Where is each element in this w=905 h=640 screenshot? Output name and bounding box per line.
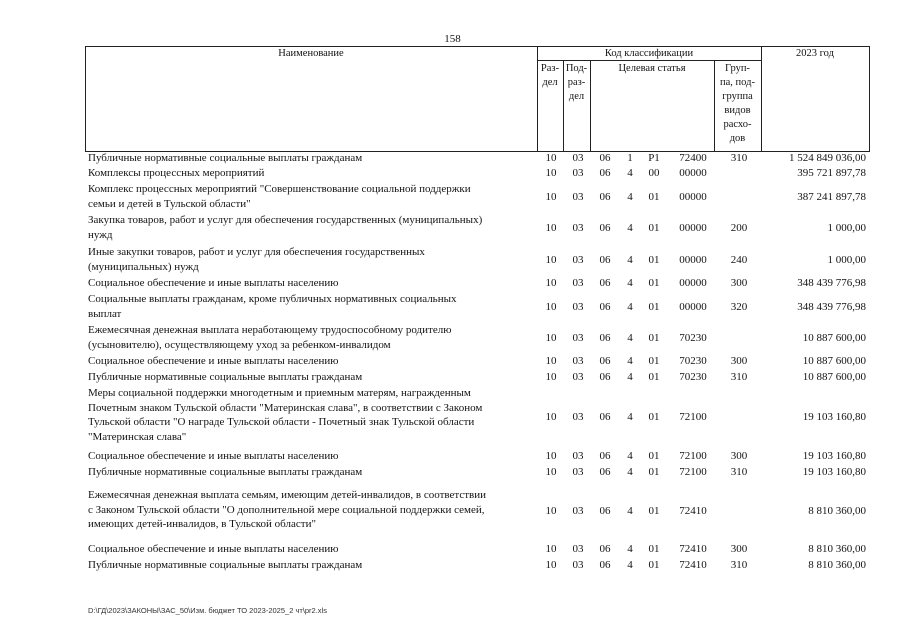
row-amount: 1 000,00 bbox=[827, 222, 866, 235]
row-name bbox=[88, 276, 543, 291]
row-code-t4: 72100 bbox=[679, 450, 707, 463]
row-code-t2: 4 bbox=[627, 167, 633, 180]
row-code-t1: 06 bbox=[599, 331, 611, 344]
row-code-vr: 320 bbox=[730, 300, 748, 313]
table-row bbox=[85, 449, 870, 464]
row-amount: 1 524 849 036,00 bbox=[789, 152, 866, 164]
row-code-pr: 03 bbox=[572, 277, 584, 290]
row-code-pr: 03 bbox=[572, 466, 584, 479]
page-number: 158 bbox=[444, 33, 461, 45]
row-name-line: Закупка товаров, работ и услуг для обеспечения государственных (муниципальных) bbox=[88, 214, 483, 226]
row-code-t3: P1 bbox=[648, 152, 660, 165]
row-code-pr: 03 bbox=[572, 152, 584, 165]
row-code-t2: 4 bbox=[627, 300, 633, 313]
row-code-t4: 72400 bbox=[679, 152, 707, 165]
row-code-t1: 06 bbox=[599, 277, 611, 290]
row-code-rz: 10 bbox=[545, 466, 557, 479]
row-code-t2: 4 bbox=[627, 410, 633, 423]
row-name-line: Комплекс процессных мероприятий "Совершенствование социальной поддержки bbox=[88, 183, 471, 195]
row-code-t3: 01 bbox=[648, 450, 660, 463]
row-name-line: Публичные нормативные социальные выплаты гражданам bbox=[88, 466, 363, 478]
header-podrazdel: Под- раз- дел bbox=[565, 63, 588, 102]
row-code-t2: 4 bbox=[627, 559, 633, 572]
row-code-t2: 4 bbox=[627, 355, 633, 368]
row-amount: 8 810 360,00 bbox=[808, 504, 866, 517]
row-code-t3: 01 bbox=[648, 466, 660, 479]
row-name-line: Социальное обеспечение и иные выплаты населению bbox=[88, 277, 339, 289]
row-code-vr: 310 bbox=[730, 559, 748, 572]
row-code-rz: 10 bbox=[545, 559, 557, 572]
row-code-t2: 4 bbox=[627, 504, 633, 517]
row-code-t3: 00 bbox=[648, 167, 660, 180]
row-name-line: Публичные нормативные социальные выплаты гражданам bbox=[88, 559, 363, 571]
footer-file-path: D:\ГД\2023\ЗАКОНЫ\ЗАС_50\Изм. бюджет ТО 2023-2025_2 чт\pr2.xls bbox=[88, 606, 327, 615]
row-code-t1: 06 bbox=[599, 450, 611, 463]
row-name-line: Ежемесячная денежная выплата семьям, имеющим детей-инвалидов, в соответствии bbox=[88, 489, 486, 501]
row-code-pr: 03 bbox=[572, 504, 584, 517]
row-name-line: Социальное обеспечение и иные выплаты населению bbox=[88, 450, 339, 462]
header-group: Груп- па, под- группа видов расхо- дов bbox=[720, 63, 755, 144]
row-code-rz: 10 bbox=[545, 371, 557, 384]
row-code-t1: 06 bbox=[599, 190, 611, 203]
row-code-pr: 03 bbox=[572, 300, 584, 313]
row-code-t3: 01 bbox=[648, 371, 660, 384]
row-name-line: Меры социальной поддержки многодетным и приемным матерям, награжденным bbox=[88, 387, 471, 399]
row-amount: 348 439 776,98 bbox=[797, 277, 866, 289]
row-amount: 19 103 160,80 bbox=[802, 466, 866, 478]
row-name-line: Публичные нормативные социальные выплаты гражданам bbox=[88, 152, 363, 164]
header-year: 2023 год bbox=[796, 48, 834, 59]
row-amount: 395 721 897,78 bbox=[797, 167, 866, 179]
row-name-line: Ежемесячная денежная выплата неработающему трудоспособному родителю bbox=[88, 324, 452, 336]
row-name-line: имеющих детей-инвалидов, в Тульской области" bbox=[88, 518, 316, 530]
row-code-t1: 06 bbox=[599, 543, 611, 556]
row-code-t4: 00000 bbox=[679, 222, 707, 235]
row-code-vr: 300 bbox=[730, 543, 748, 556]
row-code-pr: 03 bbox=[572, 355, 584, 368]
row-code-t3: 01 bbox=[648, 504, 660, 517]
row-code-t3: 01 bbox=[648, 190, 660, 203]
row-code-t2: 4 bbox=[627, 466, 633, 479]
row-name bbox=[88, 182, 543, 211]
row-code-pr: 03 bbox=[572, 371, 584, 384]
table-row bbox=[85, 292, 870, 322]
row-amount: 348 439 776,98 bbox=[797, 300, 866, 313]
row-code-vr: 200 bbox=[730, 222, 748, 235]
row-name bbox=[88, 558, 543, 573]
row-name-line: (усыновителю), осуществляющему уход за ребенком-инвалидом bbox=[88, 338, 391, 351]
row-code-vr: 310 bbox=[730, 152, 748, 165]
row-code-t3: 01 bbox=[648, 253, 660, 266]
row-code-rz: 10 bbox=[545, 450, 557, 463]
row-code-t2: 4 bbox=[627, 190, 633, 203]
row-code-t4: 00000 bbox=[679, 300, 707, 313]
row-name-line: с Законом Тульской области "О дополнительной мере социальной поддержки семей, bbox=[88, 503, 485, 516]
row-amount: 10 887 600,00 bbox=[802, 331, 866, 344]
row-code-t1: 06 bbox=[599, 371, 611, 384]
row-name bbox=[88, 488, 543, 532]
row-code-t3: 01 bbox=[648, 331, 660, 344]
row-code-t4: 00000 bbox=[679, 253, 707, 266]
row-name-line: Социальное обеспечение и иные выплаты населению bbox=[88, 355, 339, 367]
table-row bbox=[85, 370, 870, 385]
table-row bbox=[85, 542, 870, 557]
row-code-t2: 4 bbox=[627, 253, 633, 266]
row-code-t1: 06 bbox=[599, 466, 611, 479]
row-code-t3: 01 bbox=[648, 300, 660, 313]
row-code-pr: 03 bbox=[572, 559, 584, 572]
row-code-pr: 03 bbox=[572, 543, 584, 556]
row-code-pr: 03 bbox=[572, 190, 584, 203]
row-code-rz: 10 bbox=[545, 355, 557, 368]
row-code-rz: 10 bbox=[545, 152, 557, 165]
row-code-pr: 03 bbox=[572, 253, 584, 266]
row-code-t4: 00000 bbox=[679, 190, 707, 203]
row-code-pr: 03 bbox=[572, 410, 584, 423]
row-code-vr: 240 bbox=[730, 253, 748, 266]
row-code-rz: 10 bbox=[545, 190, 557, 203]
row-name bbox=[88, 245, 543, 274]
row-name-line: Тульской области "О награде Тульской области - Почетный знак Тульской области bbox=[88, 416, 475, 428]
table-row bbox=[85, 166, 870, 181]
row-name bbox=[88, 542, 543, 557]
row-name-line: "Материнская слава" bbox=[88, 430, 187, 443]
row-code-vr: 310 bbox=[730, 371, 748, 384]
row-code-t4: 00000 bbox=[679, 277, 707, 290]
row-amount: 8 810 360,00 bbox=[808, 559, 866, 571]
row-code-t1: 06 bbox=[599, 504, 611, 517]
header-classification: Код классификации bbox=[604, 48, 694, 59]
row-code-t2: 4 bbox=[627, 277, 633, 290]
table-row bbox=[85, 245, 870, 275]
row-name bbox=[88, 213, 543, 242]
table-row bbox=[85, 151, 870, 166]
row-name bbox=[88, 386, 543, 444]
table-row bbox=[85, 182, 870, 212]
row-name-line: Публичные нормативные социальные выплаты гражданам bbox=[88, 371, 363, 383]
row-name-line: Иные закупки товаров, работ и услуг для обеспечения государственных bbox=[88, 246, 425, 258]
row-code-t4: 70230 bbox=[679, 371, 707, 384]
row-code-t4: 70230 bbox=[679, 355, 707, 368]
row-name-line: нужд bbox=[88, 228, 113, 241]
row-code-rz: 10 bbox=[545, 331, 557, 344]
row-code-rz: 10 bbox=[545, 253, 557, 266]
row-code-t3: 01 bbox=[648, 410, 660, 423]
row-code-pr: 03 bbox=[572, 222, 584, 235]
row-code-t4: 72100 bbox=[679, 410, 707, 423]
row-code-t1: 06 bbox=[599, 355, 611, 368]
row-code-t1: 06 bbox=[599, 253, 611, 266]
row-name-line: (муниципальных) нужд bbox=[88, 260, 199, 273]
row-name-line: Социальное обеспечение и иные выплаты населению bbox=[88, 543, 339, 555]
row-code-rz: 10 bbox=[545, 222, 557, 235]
row-code-t4: 00000 bbox=[679, 167, 707, 180]
row-code-t3: 01 bbox=[648, 277, 660, 290]
row-name-line: Почетным знаком Тульской области "Материнская слава", в соответствии с Законом bbox=[88, 401, 483, 414]
row-code-t4: 72100 bbox=[679, 466, 707, 479]
row-name bbox=[88, 370, 543, 385]
row-code-rz: 10 bbox=[545, 543, 557, 556]
row-amount: 19 103 160,80 bbox=[802, 410, 866, 423]
row-code-vr: 300 bbox=[730, 355, 748, 368]
row-code-t2: 4 bbox=[627, 543, 633, 556]
header-razdel: Раз- дел bbox=[540, 63, 560, 88]
row-code-t4: 72410 bbox=[679, 504, 707, 517]
row-code-t2: 1 bbox=[627, 152, 633, 165]
table-row bbox=[85, 465, 870, 480]
table-row bbox=[85, 323, 870, 353]
row-amount: 10 887 600,00 bbox=[802, 371, 866, 383]
row-code-pr: 03 bbox=[572, 167, 584, 180]
row-code-t4: 70230 bbox=[679, 331, 707, 344]
row-name-line: Социальные выплаты гражданам, кроме публичных нормативных социальных bbox=[88, 293, 457, 305]
row-amount: 387 241 897,78 bbox=[797, 190, 866, 203]
row-code-rz: 10 bbox=[545, 277, 557, 290]
row-code-t2: 4 bbox=[627, 222, 633, 235]
row-name-line: выплат bbox=[88, 307, 122, 320]
header-name: Наименование bbox=[278, 48, 344, 59]
row-name bbox=[88, 354, 543, 369]
row-code-t1: 06 bbox=[599, 410, 611, 423]
table-row bbox=[85, 354, 870, 369]
row-amount: 8 810 360,00 bbox=[808, 543, 866, 555]
table-row bbox=[85, 558, 870, 573]
row-code-t1: 06 bbox=[599, 300, 611, 313]
row-code-t2: 4 bbox=[627, 331, 633, 344]
row-name bbox=[88, 465, 543, 480]
row-name-line: семьи и детей в Тульской области" bbox=[88, 197, 251, 210]
row-code-t1: 06 bbox=[599, 152, 611, 165]
row-name bbox=[88, 166, 543, 181]
row-code-vr: 310 bbox=[730, 466, 748, 479]
row-code-t1: 06 bbox=[599, 222, 611, 235]
row-code-t4: 72410 bbox=[679, 543, 707, 556]
row-code-pr: 03 bbox=[572, 331, 584, 344]
table-header bbox=[85, 46, 870, 152]
row-code-t2: 4 bbox=[627, 371, 633, 384]
row-name bbox=[88, 323, 543, 352]
row-code-t1: 06 bbox=[599, 559, 611, 572]
row-amount: 1 000,00 bbox=[827, 253, 866, 266]
row-name bbox=[88, 292, 543, 321]
row-code-t1: 06 bbox=[599, 167, 611, 180]
row-code-rz: 10 bbox=[545, 167, 557, 180]
row-code-rz: 10 bbox=[545, 410, 557, 423]
row-code-t2: 4 bbox=[627, 450, 633, 463]
table-row bbox=[85, 213, 870, 244]
row-code-rz: 10 bbox=[545, 300, 557, 313]
table-row bbox=[85, 276, 870, 291]
row-name bbox=[88, 151, 543, 166]
row-amount: 19 103 160,80 bbox=[802, 450, 866, 462]
row-code-t3: 01 bbox=[648, 222, 660, 235]
row-code-pr: 03 bbox=[572, 450, 584, 463]
row-amount: 10 887 600,00 bbox=[802, 355, 866, 367]
row-code-t3: 01 bbox=[648, 543, 660, 556]
row-code-rz: 10 bbox=[545, 504, 557, 517]
row-code-t3: 01 bbox=[648, 355, 660, 368]
header-target: Целевая статья bbox=[618, 63, 686, 74]
table-row bbox=[85, 386, 870, 448]
table-row bbox=[85, 488, 870, 534]
row-name bbox=[88, 449, 543, 464]
row-code-vr: 300 bbox=[730, 450, 748, 463]
row-code-t3: 01 bbox=[648, 559, 660, 572]
row-code-vr: 300 bbox=[730, 277, 748, 290]
row-code-t4: 72410 bbox=[679, 559, 707, 572]
row-name-line: Комплексы процессных мероприятий bbox=[88, 167, 265, 179]
